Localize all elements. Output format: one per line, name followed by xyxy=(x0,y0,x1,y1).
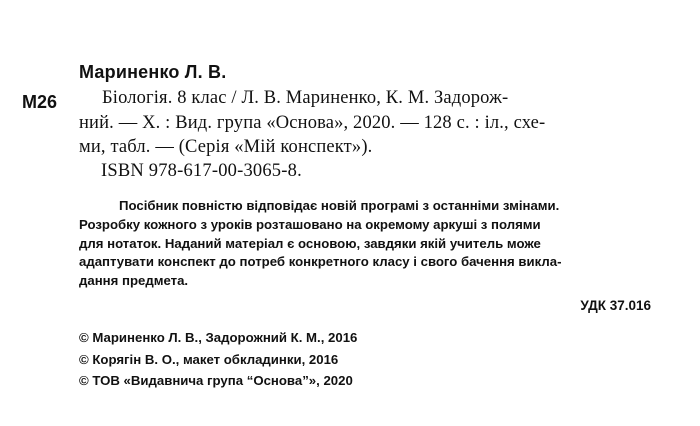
bibliographic-line: ний. — Х. : Вид. група «Основа», 2020. — 128 с. : іл., схе- xyxy=(79,112,546,133)
bibliographic-line: Біологія. 8 клас / Л. В. Мариненко, К. М. Задорож- xyxy=(102,88,509,108)
call-number: М26 xyxy=(22,92,58,112)
annotation-line: Посібник повністю відповідає новій програмі з останніми змінами. xyxy=(119,198,560,213)
annotation-line: для нотаток. Наданий матеріал є основою, завдяки якій учитель може xyxy=(79,235,541,251)
annotation-line: дання предмета. xyxy=(79,273,189,289)
udk-code: УДК 37.016 xyxy=(580,298,651,313)
copyright-line: © Корягін В. О., макет обкладинки, 2016 xyxy=(79,351,339,367)
isbn: ISBN 978-617-00-3065-8. xyxy=(101,161,302,181)
author-heading: Мариненко Л. В. xyxy=(79,62,227,82)
bibliographic-description xyxy=(79,86,659,160)
copyright-line: © ТОВ «Видавнича група “Основа”», 2020 xyxy=(79,373,353,388)
copyright-block xyxy=(79,327,357,392)
annotation-line: адаптувати конспект до потреб конкретного класу і свого бачення викла- xyxy=(79,254,562,270)
annotation-line: Розробку кожного з уроків розташовано на окремому аркуші з полями xyxy=(79,216,541,232)
bibliographic-line: ми, табл. — (Серія «Мій конспект»). xyxy=(79,137,373,157)
copyright-line: © Мариненко Л. В., Задорожний К. М., 2016 xyxy=(79,330,358,345)
annotation xyxy=(79,197,669,291)
